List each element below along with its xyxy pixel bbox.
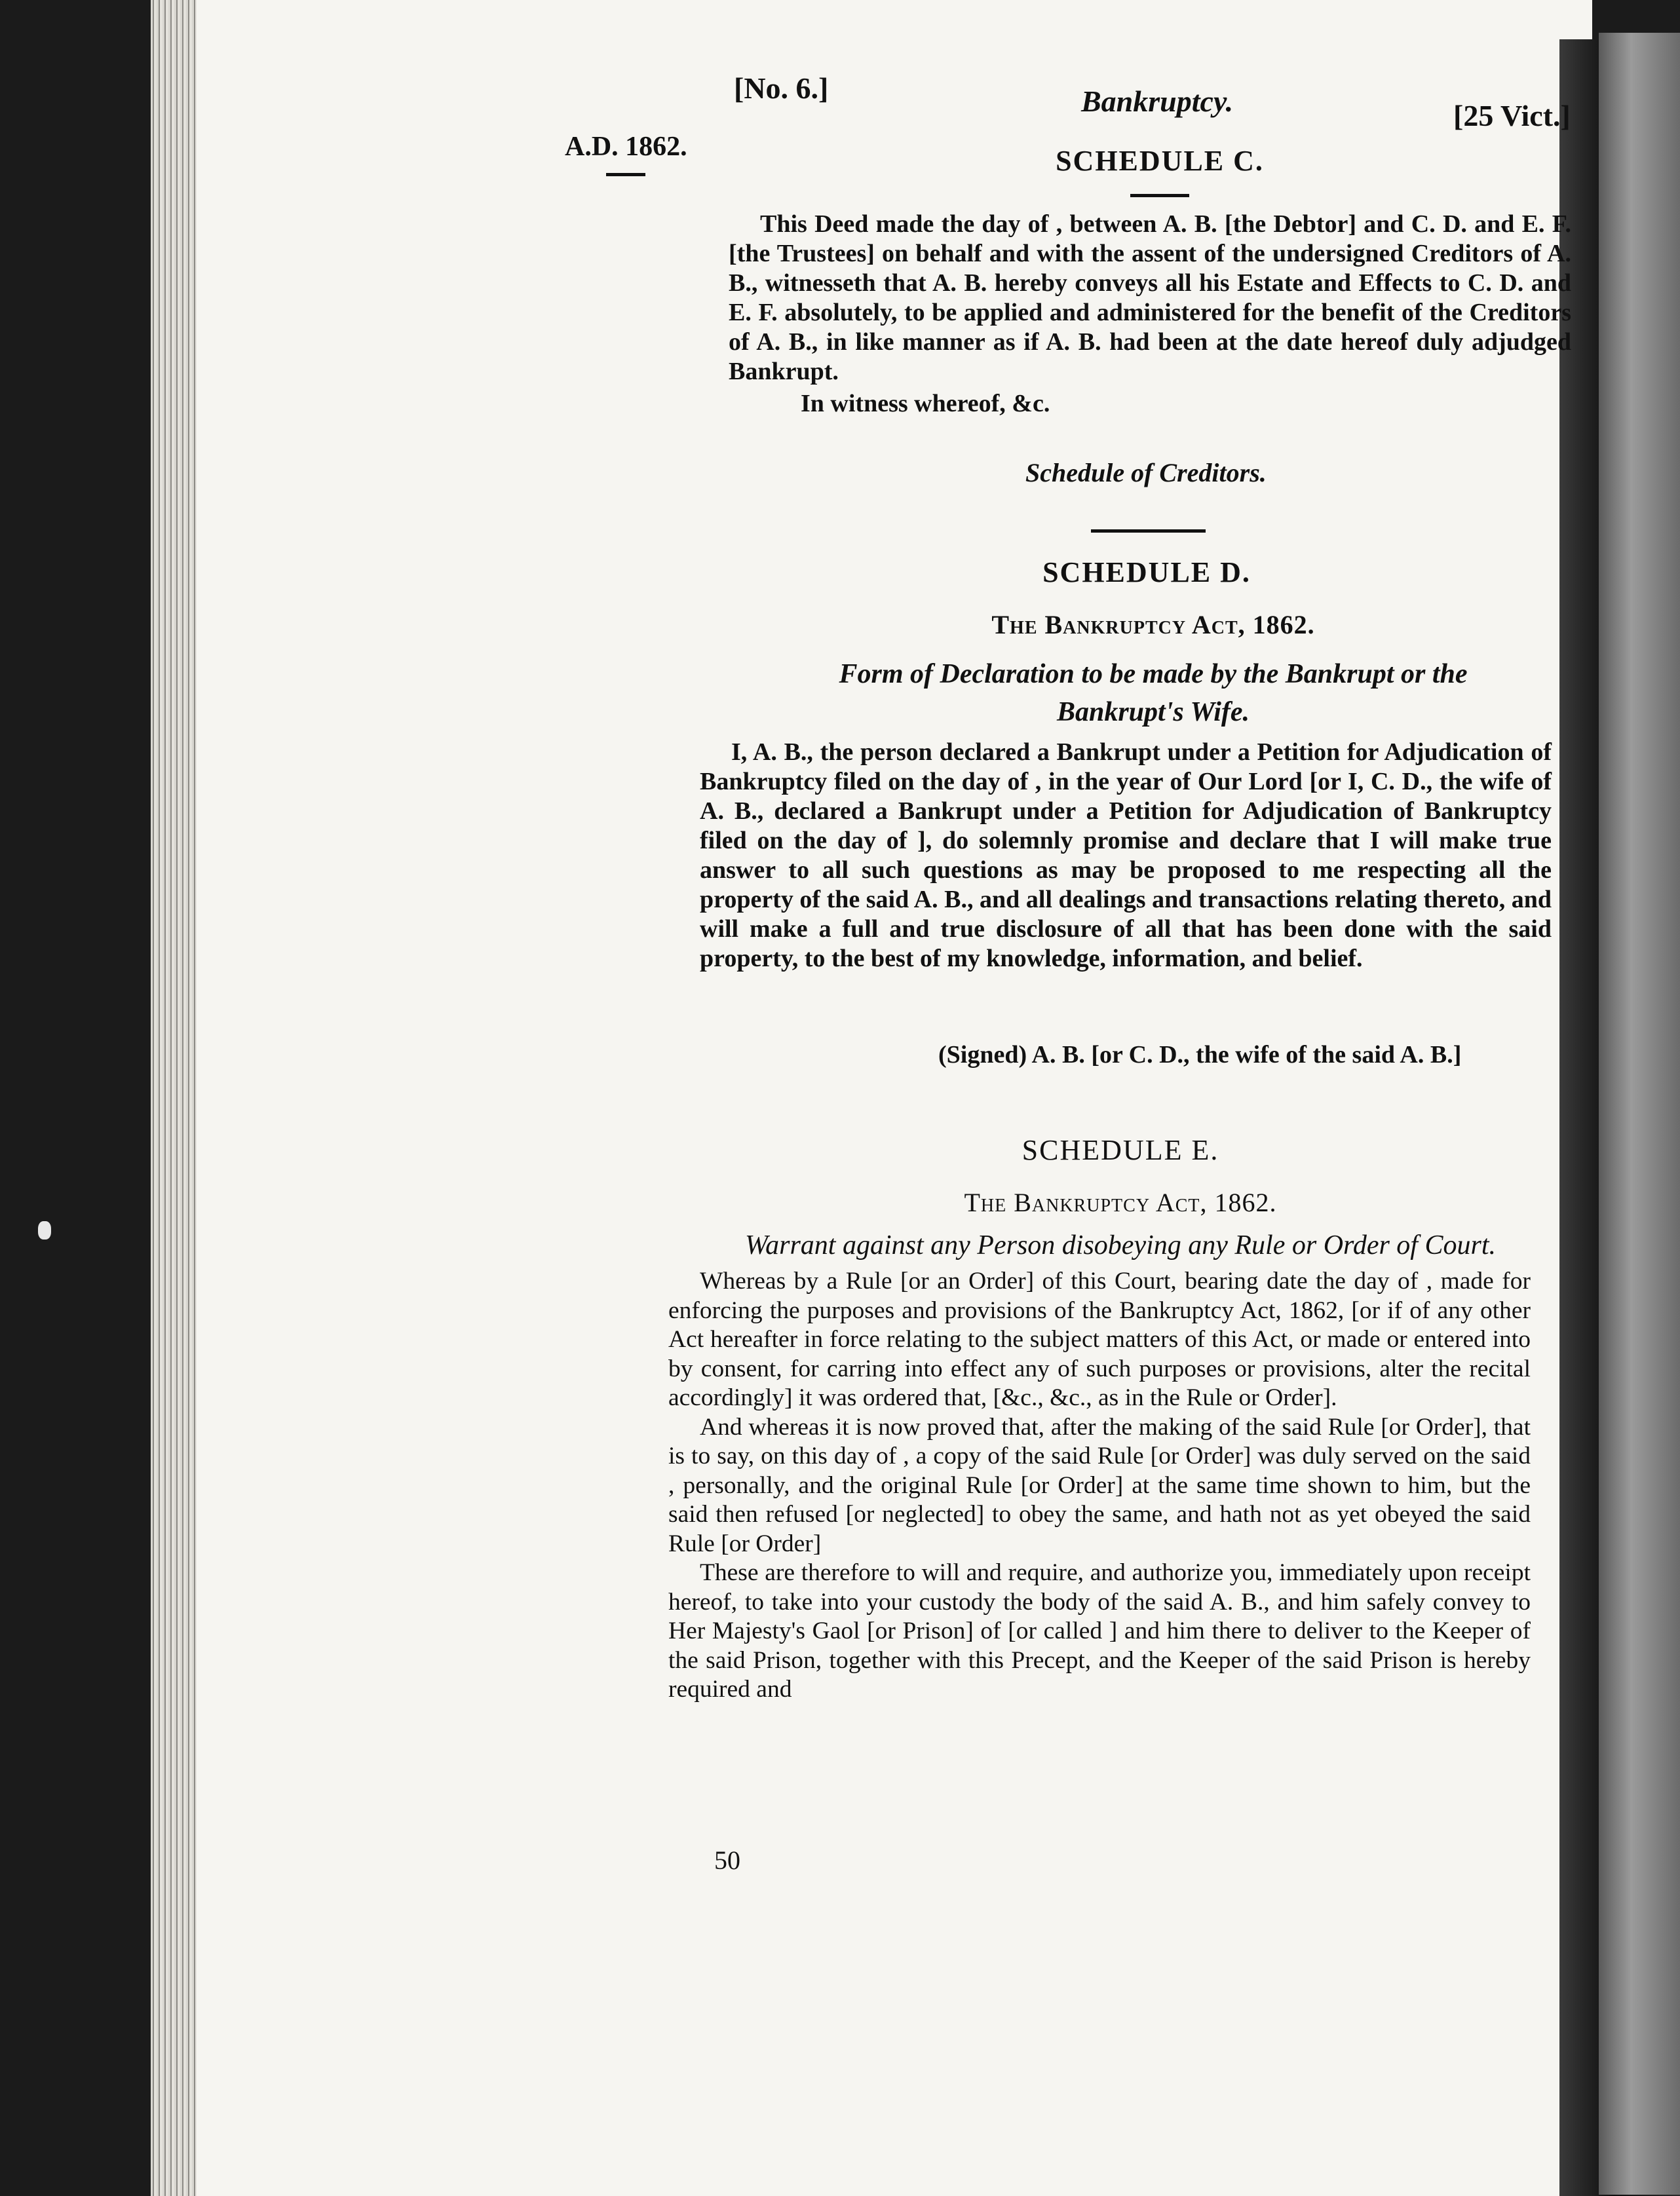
deed-paragraph: This Deed made the day of , between A. B. [the Debtor] and C. D. and E. F. [the Trustees] on behalf and with the assent of the undersigned Creditors of A. B., witnesseth that A. B. hereby conveys all his Estate and Effects to C. D. and E. F. absolutely, to be applied and administered for the benefit of the Creditors of A. B., in like manner as if A. B. had been at the date hereof duly adjudged Bankrupt. [729,210,1571,385]
warrant-paragraph-2: And whereas it is now proved that, after the making of the said Rule [or Order], that is to say, on this day of , a copy of the said Rule [or Order] was duly served on the said , personally, and the original Rule [or Order] at the same time shown to him, but the said then refused [or neglected] to obey the same, and hath not as yet obeyed the said Rule [or Order] [668,1413,1531,1557]
schedule-d-act-title: The Bankruptcy Act, 1862. [991,610,1315,639]
schedule-c-deed-text [729,210,1571,419]
schedule-of-creditors: Schedule of Creditors. [1025,458,1267,487]
schedule-c-heading: SCHEDULE C. [1056,145,1264,177]
section-divider-c-d [1091,529,1206,533]
schedule-d-form-title: Form of Declaration to be made by the Bankrupt or the Bankrupt's Wife. [839,659,1468,727]
schedule-d-heading: SCHEDULE D. [1042,556,1251,588]
declaration-paragraph: I, A. B., the person declared a Bankrupt under a Petition for Adjudication of Bankruptcy filed on the day of , in the year of Our Lord [or I, C. D., the wife of A. B., declared a Bankrupt under a Petition for Adjudication of Bankruptcy filed on the day of ], do solemnly promise and declare that I will make true answer to all such questions as may be proposed to me respecting all the property of the said A. B., and all dealings and transactions relating thereto, and will make a full and true disclosure of all that has been done with the said property, to the best of my knowledge, information, and belief. [700,738,1552,972]
schedule-d-declaration [700,738,1552,974]
running-title: Bankruptcy. [1081,85,1234,118]
scan-blot [38,1221,51,1240]
act-number: [No. 6.] [734,71,829,105]
regnal-year: [25 Vict.] [1453,99,1571,132]
schedule-e-act-title: The Bankruptcy Act, 1862. [964,1188,1277,1217]
facing-page-edge [1599,33,1680,2195]
schedule-e-form-title: Warrant against any Person disobeying any Rule or Order of Court. [744,1230,1497,1260]
margin-year: A.D. 1862. [565,132,687,162]
schedule-c-rule [1130,194,1189,197]
signed-line: (Signed) A. B. [or C. D., the wife of the said A. B.] [938,1041,1462,1069]
page-edges [151,0,203,2196]
schedule-e-warrant [668,1267,1531,1705]
margin-rule [606,173,645,176]
warrant-paragraph-3: These are therefore to will and require, and authorize you, immediately upon receipt hereof, to take into your custody the body of the said A. B., and him safely convey to Her Majesty's Gaol [or Prison] of [or called ] and him there to deliver to the Keeper of the said Prison, together with this Precept, and the Keeper of the said Prison is hereby required and [668,1559,1531,1703]
warrant-paragraph-1: Whereas by a Rule [or an Order] of this Court, bearing date the day of , made for enforcing the purposes and provisions of the Bankruptcy Act, 1862, [or if of any other Act hereafter in force relating to the subject matters of this Act, or made or entered into by consent, for carring into effect any of such purposes or provisions, alter the recital accordingly] it was ordered that, [&c., &c., as in the Rule or Order]. [668,1268,1531,1411]
page-number: 50 [714,1846,740,1875]
schedule-e-heading: SCHEDULE E. [1021,1134,1219,1166]
witness-line: In witness whereof, &c. [801,390,1050,417]
